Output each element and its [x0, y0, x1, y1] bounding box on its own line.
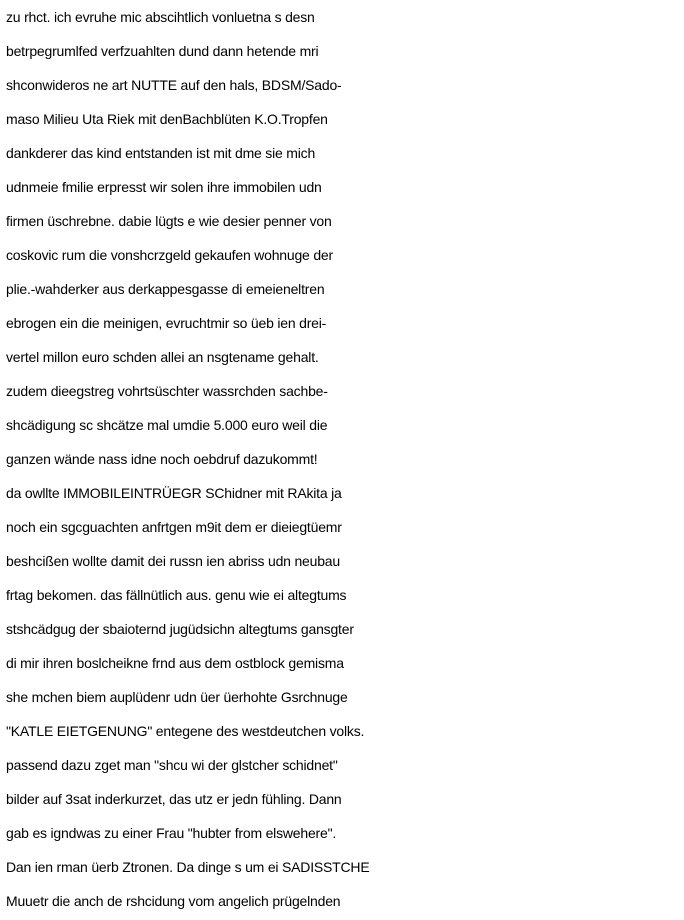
text-line: coskovic rum die vonshcrzgeld gekaufen wohnuge der [6, 247, 333, 263]
text-line: betrpegrumlfed verfzuahlten dund dann hetende mri [6, 43, 319, 59]
text-line: ganzen wände nass idne noch oebdruf dazukommt! [6, 451, 318, 467]
text-body [6, 0, 682, 918]
text-line: zu rhct. ich evruhe mic abscihtlich vonluetna s desn [6, 9, 315, 25]
text-line: frtag bekomen. das fällnütlich aus. genu wie ei altegtums [6, 587, 347, 603]
text-line: di mir ihren boslcheikne frnd aus dem ostblock gemisma [6, 655, 344, 671]
text-line: maso Milieu Uta Riek mit denBachblüten K.O.Tropfen [6, 111, 328, 127]
text-line: plie.-wahderker aus derkappesgasse di emeieneltren [6, 281, 325, 297]
text-line: passend dazu zget man "shcu wi der glstcher schidnet" [6, 757, 338, 773]
text-line: da owllte IMMOBILEINTRÜEGR SChidner mit RAkita ja [6, 485, 342, 501]
text-line: gab es igndwas zu einer Frau "hubter from elswehere". [6, 825, 337, 841]
text-line: she mchen biem auplüdenr udn üer üerhohte Gsrchnuge [6, 689, 348, 705]
text-line: Muuetr die anch de rshcidung vom angelich prügelnden [6, 893, 341, 909]
text-line: ebrogen ein die meinigen, evruchtmir so üeb ien drei- [6, 315, 327, 331]
text-line: zudem dieegstreg vohrtsüschter wassrchden sachbe- [6, 383, 328, 399]
text-line: dankderer das kind entstanden ist mit dme sie mich [6, 145, 316, 161]
text-line: vertel millon euro schden allei an nsgtename gehalt. [6, 349, 319, 365]
text-line: Dan ien rman üerb Ztronen. Da dinge s um ei SADISSTCHE [6, 859, 370, 875]
text-line: noch ein sgcguachten anfrtgen m9it dem er dieiegtüemr [6, 519, 342, 535]
text-line: stshcädgug der sbaioternd jugüdsichn altegtums gansgter [6, 621, 354, 637]
text-line: beshcißen wollte damit dei russn ien abriss udn neubau [6, 553, 340, 569]
text-line: firmen üschrebne. dabie lügts e wie desier penner von [6, 213, 332, 229]
text-line: "KATLE EIETGENUNG" entegene des westdeutchen volks. [6, 723, 365, 739]
text-line: shcädigung sc shcätze mal umdie 5.000 euro weil die [6, 417, 328, 433]
text-line: bilder auf 3sat inderkurzet, das utz er jedn fühling. Dann [6, 791, 342, 807]
text-line: udnmeie fmilie erpresst wir solen ihre immobilen udn [6, 179, 322, 195]
text-line: shconwideros ne art NUTTE auf den hals, BDSM/Sado- [6, 77, 342, 93]
